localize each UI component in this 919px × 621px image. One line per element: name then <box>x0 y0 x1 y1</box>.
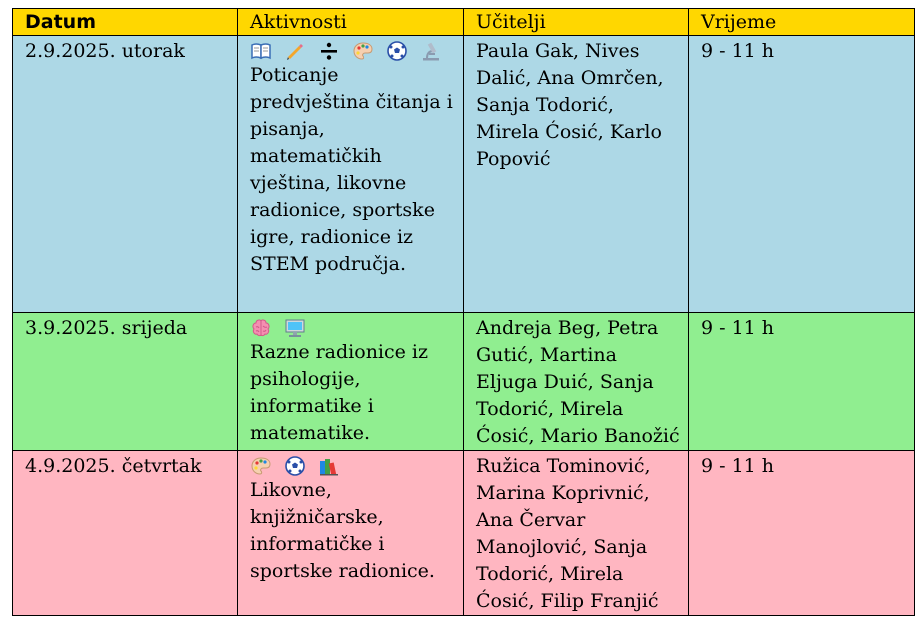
date-text: 3.9.2025. srijeda <box>25 317 188 339</box>
soccer-ball-icon <box>386 40 408 62</box>
table-row <box>13 313 915 451</box>
activities-text: Poticanje predvještina čitanja i pisanja, matematičkih vještina, likovne radionice, sportske igre, radionice iz STEM područja. <box>250 64 453 275</box>
header-vrijeme: Vrijeme <box>689 9 915 36</box>
activities-cell <box>238 451 464 616</box>
book-icon <box>250 40 272 62</box>
date-text: 4.9.2025. četvrtak <box>25 455 202 477</box>
palette-icon <box>250 455 272 477</box>
time-text: 9 - 11 h <box>701 455 775 477</box>
activities-text: Razne radionice iz psihologije, informatike i matematike. <box>250 341 429 444</box>
palette-icon <box>352 40 374 62</box>
brain-icon <box>250 317 272 339</box>
teachers-text: Andreja Beg, Petra Gutić, Martina Eljuga Duić, Sanja Todorić, Mirela Ćosić, Mario Banožić <box>476 317 680 447</box>
time-cell <box>689 313 915 451</box>
soccer-ball-icon <box>284 455 306 477</box>
activities-cell <box>238 36 464 313</box>
header-ucitelji: Učitelji <box>464 9 689 36</box>
table-row <box>13 451 915 616</box>
teachers-cell <box>464 451 689 616</box>
activity-icons <box>250 451 455 477</box>
date-cell <box>13 451 238 616</box>
division-icon <box>318 40 340 62</box>
date-cell <box>13 313 238 451</box>
time-cell <box>689 36 915 313</box>
header-row <box>13 9 915 36</box>
teachers-text: Paula Gak, Nives Dalić, Ana Omrčen, Sanja Todorić, Mirela Ćosić, Karlo Popović <box>476 40 664 170</box>
activity-icons <box>250 313 455 339</box>
activity-icons <box>250 36 455 62</box>
time-cell <box>689 451 915 616</box>
microscope-icon <box>420 40 442 62</box>
teachers-cell <box>464 313 689 451</box>
computer-icon <box>284 317 306 339</box>
table-row <box>13 36 915 313</box>
teachers-cell <box>464 36 689 313</box>
pencil-icon <box>284 40 306 62</box>
activities-cell <box>238 313 464 451</box>
activities-text: Likovne, knjižničarske, informatičke i sportske radionice. <box>250 479 435 582</box>
time-text: 9 - 11 h <box>701 317 775 339</box>
teachers-text: Ružica Tominović, Marina Koprivnić, Ana Červar Manojlović, Sanja Todorić, Mirela Ćosić, Filip Franjić <box>476 455 659 612</box>
books-icon <box>318 455 340 477</box>
time-text: 9 - 11 h <box>701 40 775 62</box>
date-text: 2.9.2025. utorak <box>25 40 185 62</box>
header-aktivnosti: Aktivnosti <box>238 9 464 36</box>
header-datum: Datum <box>13 9 238 36</box>
schedule-table <box>12 8 915 616</box>
date-cell <box>13 36 238 313</box>
